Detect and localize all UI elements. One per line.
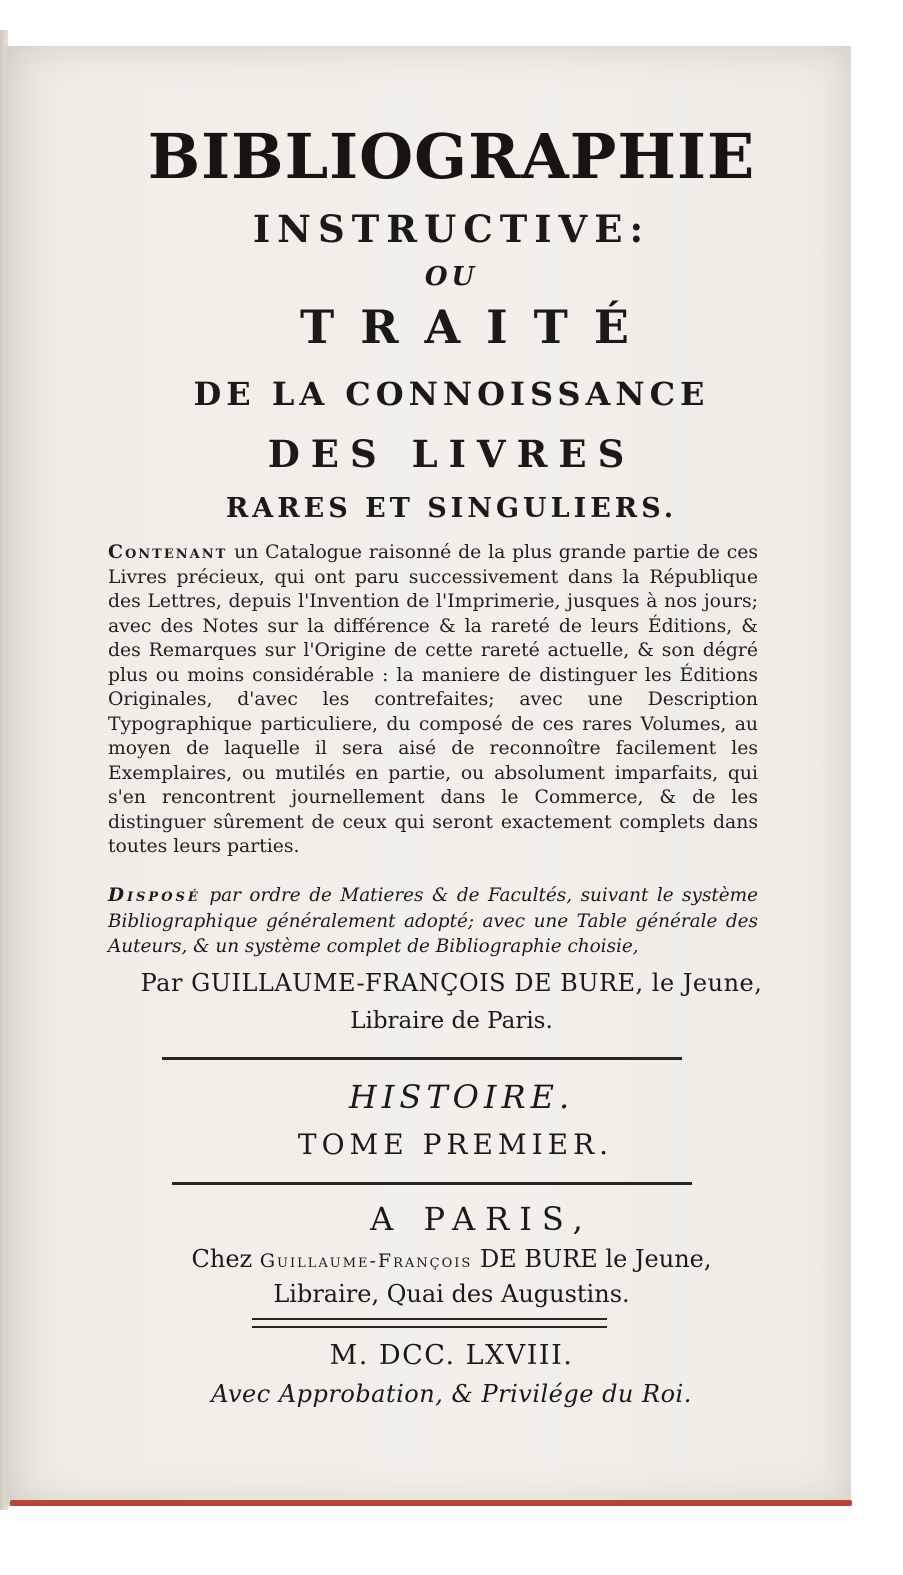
title-instructive: INSTRUCTIVE: [252, 207, 651, 251]
title-bibliographie: BIBLIOGRAPHIE [147, 120, 756, 193]
contents-paragraph [108, 540, 758, 860]
imprint-year: M. DCC. LXVIII. [329, 1340, 574, 1371]
double-rule-top [252, 1318, 607, 1320]
author-role: Libraire de Paris. [350, 1008, 553, 1034]
volume-tome: TOME PREMIER. [297, 1128, 614, 1161]
imprint-publisher [0, 1245, 903, 1273]
imprint-publisher-name: Guillaume-François [259, 1250, 473, 1272]
book-bottom-edge [10, 1500, 852, 1506]
author-line: Par GUILLAUME-FRANÇOIS DE BURE, le Jeune, [140, 969, 763, 997]
contents-text: un Catalogue raisonné de la plus grande partie de ces Livres précieux, qui ont paru successivement dans la République des Lettres, depuis l'Invention de l'Imprimerie, jusques à nos jours; avec des Notes sur la différence & la rareté de leurs Éditions, & des Remarques sur l'Origine de cette rareté actuelle, & son dégré plus ou moins considérable : la maniere de distinguer les Éditions Originales, d'avec les contrefaites; avec une Description Typographique particuliere, du composé de ces rares Volumes, au moyen de laquelle il sera aisé de reconnoître facilement les Exemplaires, ou mutilés en partie, ou absolument imparfaits, qui s'en rencontrent journellement dans le Commerce, & de les distinguer sûrement de ceux qui seront exactement complets dans toutes leurs parties. [108, 542, 758, 857]
title-des-livres: DES LIVRES [267, 432, 636, 476]
title-rares-singuliers: RARES ET SINGULIERS. [225, 493, 678, 524]
divider-rule-1 [162, 1057, 682, 1060]
dispose-text: par ordre de Matieres & de Facultés, suivant le système Bibliographique généralement adopté; avec une Table générale des Auteurs, & un système complet de Bibliographie choisie, [108, 885, 758, 957]
imprint-chez: Chez [191, 1245, 253, 1273]
title-traite: TRAITÉ [300, 300, 655, 354]
title-ou: OU [424, 262, 479, 292]
imprint-address: Libraire, Quai des Augustins. [273, 1280, 630, 1308]
dispose-lead: Disposé [108, 885, 201, 906]
imprint-publisher-rest: DE BURE le Jeune, [479, 1245, 712, 1273]
contents-lead: Contenant [108, 541, 228, 563]
title-connoissance: DE LA CONNOISSANCE [193, 375, 710, 413]
dispose-paragraph [108, 883, 758, 960]
imprint-privilege: Avec Approbation, & Privilége du Roi. [211, 1380, 692, 1408]
imprint-city: A PARIS, [370, 1200, 593, 1238]
volume-subject: HISTOIRE. [348, 1078, 575, 1116]
divider-rule-2 [172, 1182, 692, 1185]
double-rule-bottom [252, 1326, 607, 1328]
